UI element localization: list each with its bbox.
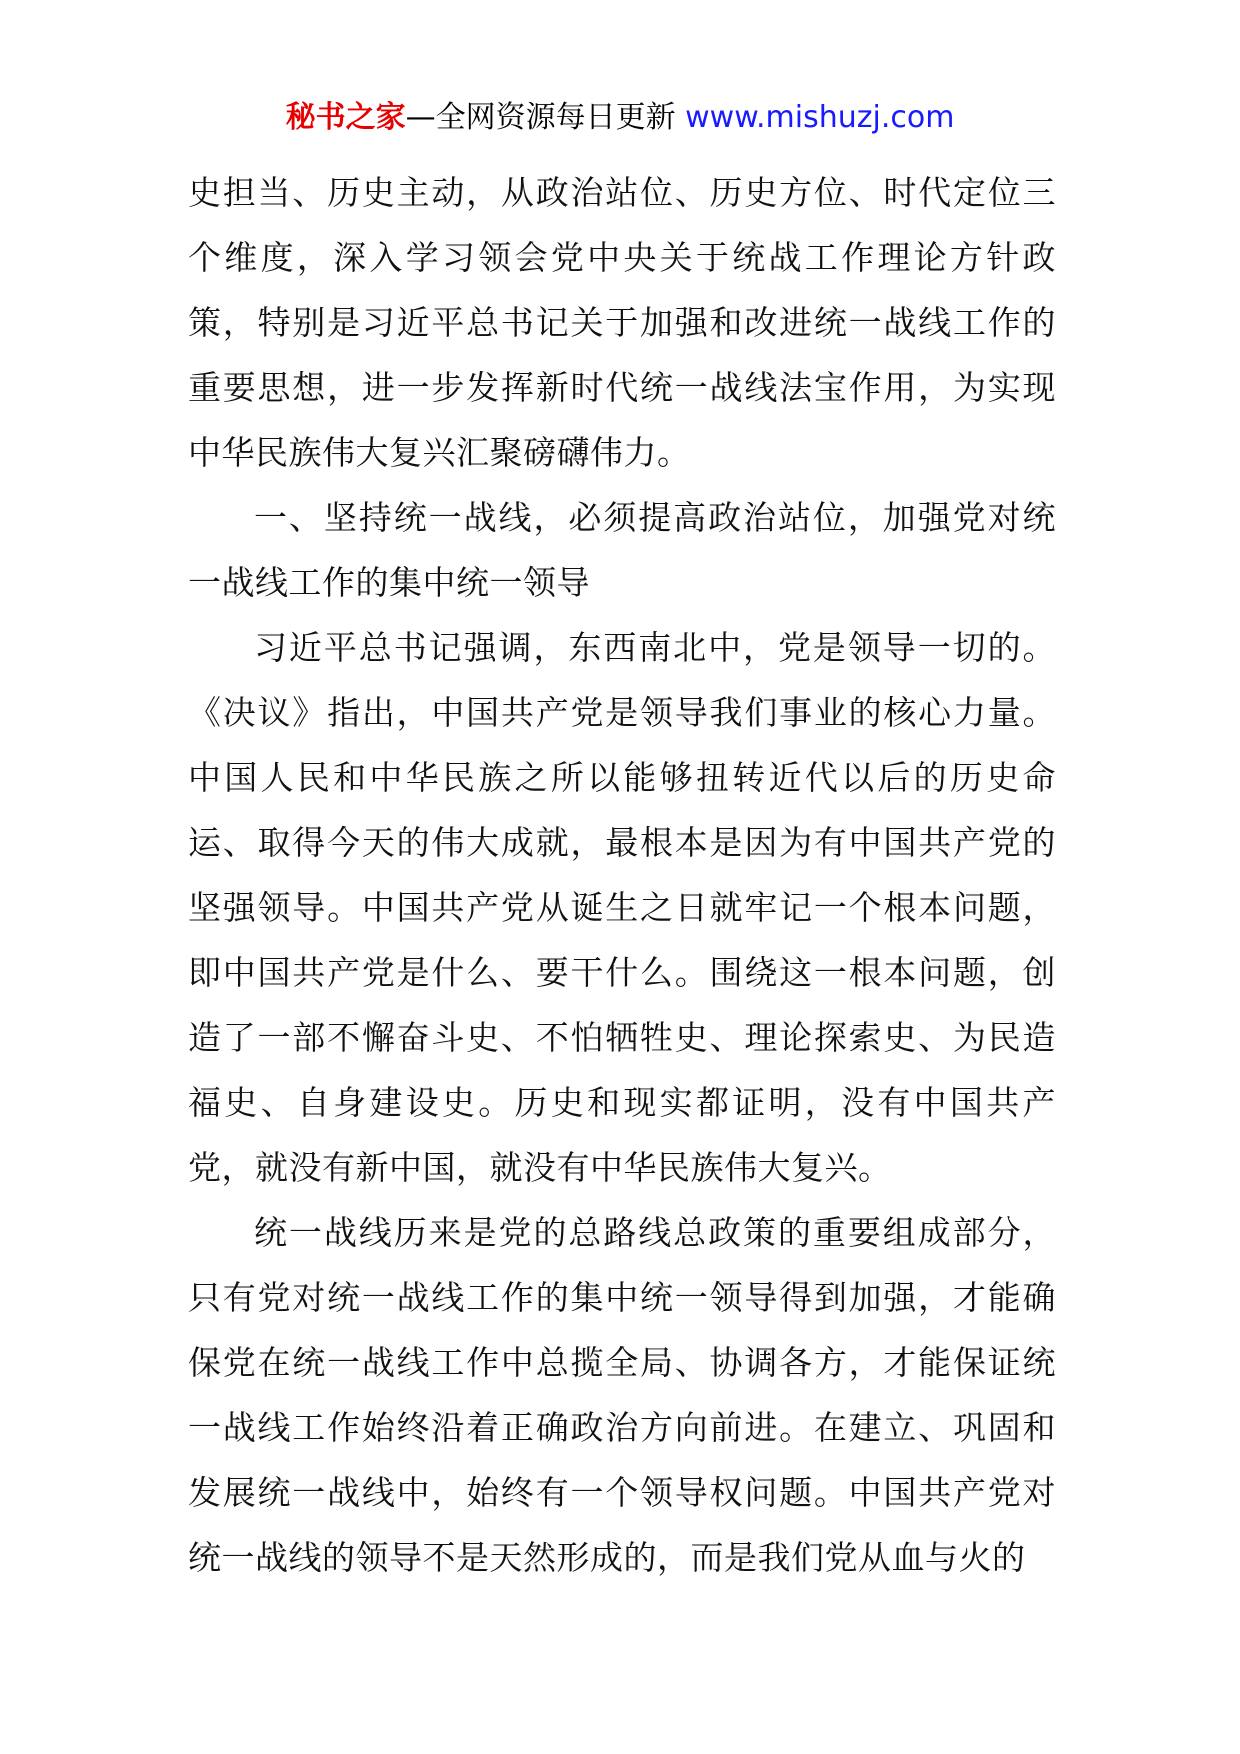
paragraph-intro-continuation: 史担当、历史主动，从政治站位、历史方位、时代定位三个维度，深入学习领会党中央关于统战工作理论方针政策，特别是习近平总书记关于加强和改进统一战线工作的重要思想，进一步发挥新时代统一战线法宝作用，为实现中华民族伟大复兴汇聚磅礴伟力。 bbox=[188, 173, 1056, 472]
header-brand: 秘书之家 bbox=[285, 100, 406, 135]
section-heading-1: 一、坚持统一战线，必须提高政治站位，加强党对统一战线工作的集中统一领导 bbox=[188, 498, 1056, 602]
header-tagline: —全网资源每日更新 bbox=[405, 100, 676, 135]
page-header bbox=[0, 98, 1240, 138]
paragraph-united-front: 统一战线历来是党的总路线总政策的重要组成部分，只有党对统一战线工作的集中统一领导得到加强，才能确保党在统一战线工作中总揽全局、协调各方，才能保证统一战线工作始终沿着正确政治方向前进。在建立、巩固和发展统一战线中，始终有一个领导权问题。中国共产党对统一战线的领导不是天然形成的，而是我们党从血与火的 bbox=[188, 1213, 1056, 1577]
paragraph-leadership: 习近平总书记强调，东西南北中，党是领导一切的。《决议》指出，中国共产党是领导我们事业的核心力量。中国人民和中华民族之所以能够扭转近代以后的历史命运、取得今天的伟大成就，最根本是因为有中国共产党的坚强领导。中国共产党从诞生之日就牢记一个根本问题，即中国共产党是什么、要干什么。围绕这一根本问题，创造了一部不懈奋斗史、不怕牺牲史、理论探索史、为民造福史、自身建设史。历史和现实都证明，没有中国共产党，就没有新中国，就没有中华民族伟大复兴。 bbox=[188, 628, 1056, 1187]
document-body bbox=[188, 160, 1056, 1590]
header-url-link[interactable]: www.mishuzj.com bbox=[685, 100, 955, 135]
